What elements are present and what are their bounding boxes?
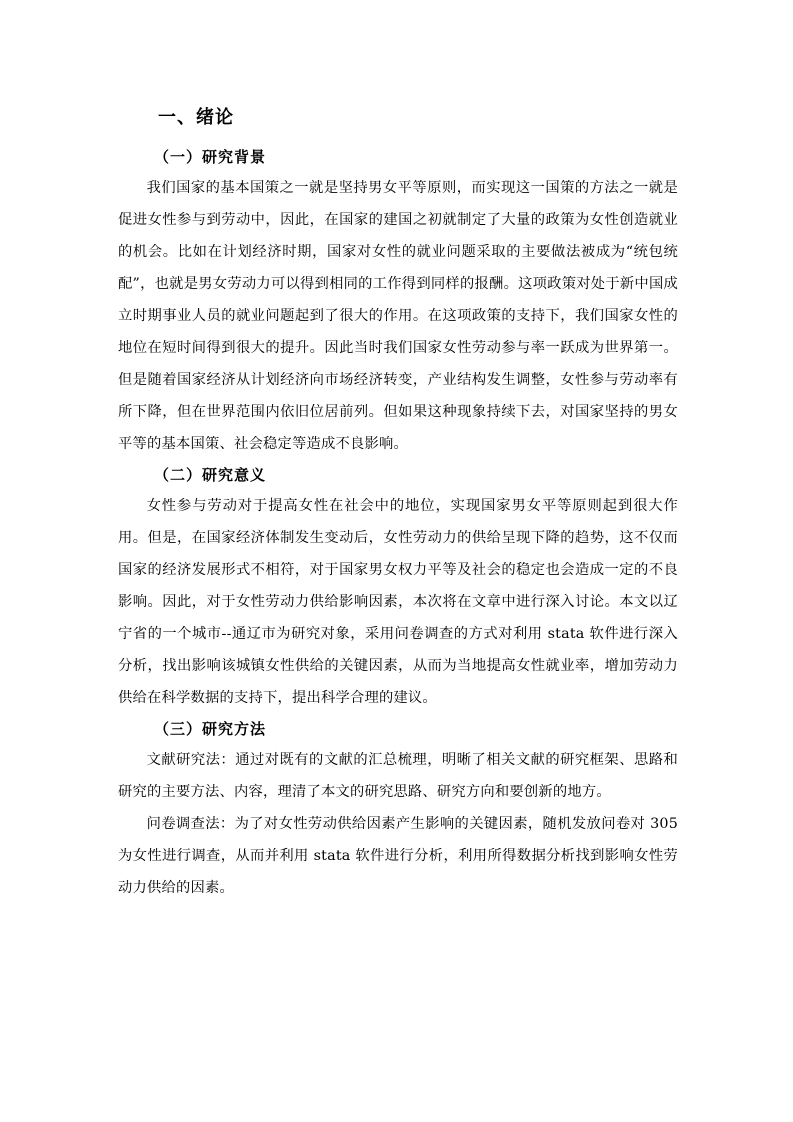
- section-heading: （一）研究背景: [154, 148, 267, 166]
- section-significance: [118, 460, 678, 714]
- paragraph: 我们国家的基本国策之一就是坚持男女平等原则，而实现这一国策的方法之一就是促进女性参与到劳动中，因此，在国家的建国之初就制定了大量的政策为女性创造就业的机会。比如在计划经济时期，国家对女性的就业问题采取的主要做法被成为“统包统配”，也就是男女劳动力可以得到相同的工作得到同样的报酬。这项政策对处于新中国成立时期事业人员的就业问题起到了很大的作用。在这项政策的支持下，我们国家女性的地位在短时间得到很大的提升。因此当时我们国家女性劳动参与率一跃成为世界第一。但是随着国家经济从计划经济向市场经济转变，产业结构发生调整，女性参与劳动率有所下降，但在世界范围内依旧位居前列。但如果这种现象持续下去，对国家坚持的男女平等的基本国策、社会稳定等造成不良影响。: [118, 180, 678, 452]
- document-body: [118, 98, 678, 904]
- paragraph: 女性参与劳动对于提高女性在社会中的地位，实现国家男女平等原则起到很大作用。但是，在国家经济体制发生变动后，女性劳动力的供给呈现下降的趋势，这不仅而国家的经济发展形式不相符，对于国家男女权力平等及社会的稳定也会造成一定的不良影响。因此，对于女性劳动力供给影响因素，本次将在文章中进行深入讨论。本文以辽宁省的一个城市--通辽市为研究对象，采用问卷调查的方式对利用 stata 软件进行深入分析，找出影响该城镇女性供给的关键因素，从而为当地提高女性就业率，增加劳动力供给在科学数据的支持下，提出科学合理的建议。: [118, 498, 678, 706]
- paragraph: 文献研究法：通过对既有的文献的汇总梳理，明晰了相关文献的研究框架、思路和研究的主要方法、内容，理清了本文的研究思路、研究方向和要创新的地方。: [118, 752, 678, 800]
- paragraph: 问卷调查法：为了对女性劳动供给因素产生影响的关键因素，随机发放问卷对 305 为女性进行调查，从而并利用 stata 软件进行分析，利用所得数据分析找到影响女性劳动力供给的因素。: [118, 816, 678, 896]
- section-heading: （三）研究方法: [154, 720, 267, 738]
- section-heading: （二）研究意义: [154, 466, 267, 484]
- section-methods: [118, 714, 678, 904]
- chapter-title: 一、绪论: [158, 107, 234, 128]
- section-background: [118, 142, 678, 460]
